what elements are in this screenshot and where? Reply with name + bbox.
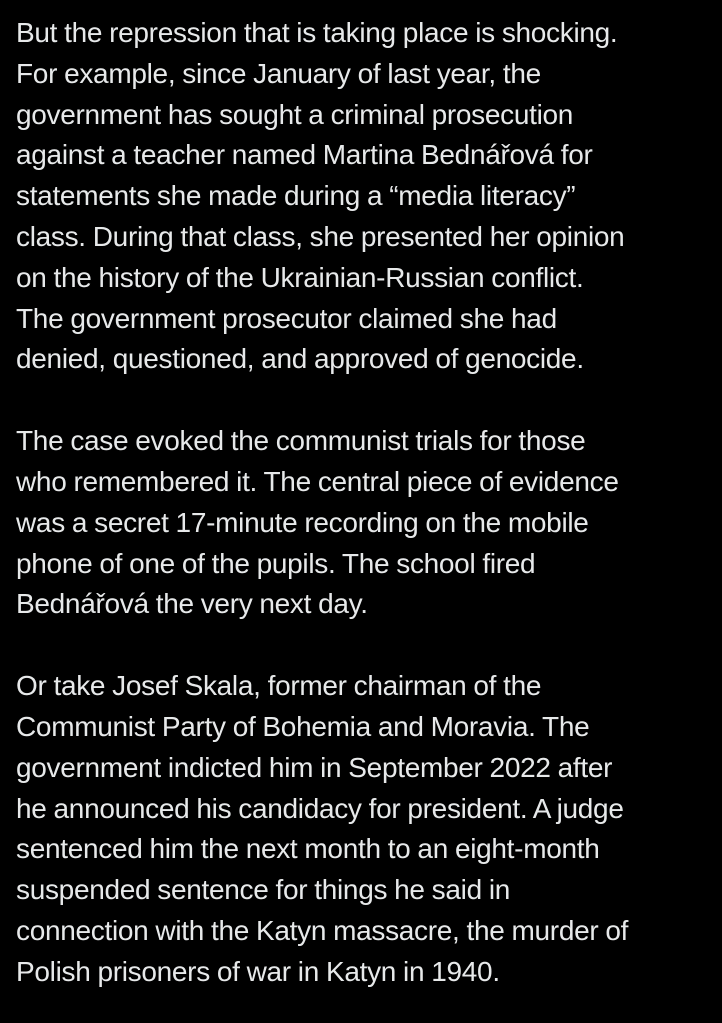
text-line: against a teacher named Martina Bednářová for: [16, 139, 593, 171]
text-line: government indicted him in September 2022 after: [16, 751, 613, 783]
text-line: sentenced him the next month to an eight-month: [16, 833, 600, 865]
text-line: connection with the Katyn massacre, the murder of: [16, 914, 629, 946]
text-line: class. During that class, she presented her opinion: [16, 220, 625, 252]
text-line: suspended sentence for things he said in: [16, 874, 511, 906]
text-line: Polish prisoners of war in Katyn in 1940.: [16, 955, 500, 987]
paragraph-1: [16, 13, 712, 380]
text-line: The case evoked the communist trials for those: [16, 425, 586, 457]
text-line: Communist Party of Bohemia and Moravia. The: [16, 710, 590, 742]
text-line: was a secret 17-minute recording on the mobile: [16, 506, 589, 538]
paragraph-3: [16, 666, 712, 992]
text-line: denied, questioned, and approved of genocide.: [16, 343, 584, 375]
text-line: For example, since January of last year, the: [16, 57, 541, 89]
text-line: on the history of the Ukrainian-Russian conflict.: [16, 261, 584, 293]
text-line: Bednářová the very next day.: [16, 588, 368, 620]
paragraph-2: [16, 421, 712, 625]
text-line: The government prosecutor claimed she had: [16, 302, 557, 334]
text-line: phone of one of the pupils. The school fired: [16, 547, 536, 579]
text-line: government has sought a criminal prosecution: [16, 98, 574, 130]
text-line: who remembered it. The central piece of evidence: [16, 465, 619, 497]
text-line: But the repression that is taking place is shocking.: [16, 17, 618, 48]
text-line: he announced his candidacy for president. A judge: [16, 792, 624, 824]
text-line: Or take Josef Skala, former chairman of the: [16, 670, 542, 702]
text-line: statements she made during a “media literacy”: [16, 180, 576, 212]
